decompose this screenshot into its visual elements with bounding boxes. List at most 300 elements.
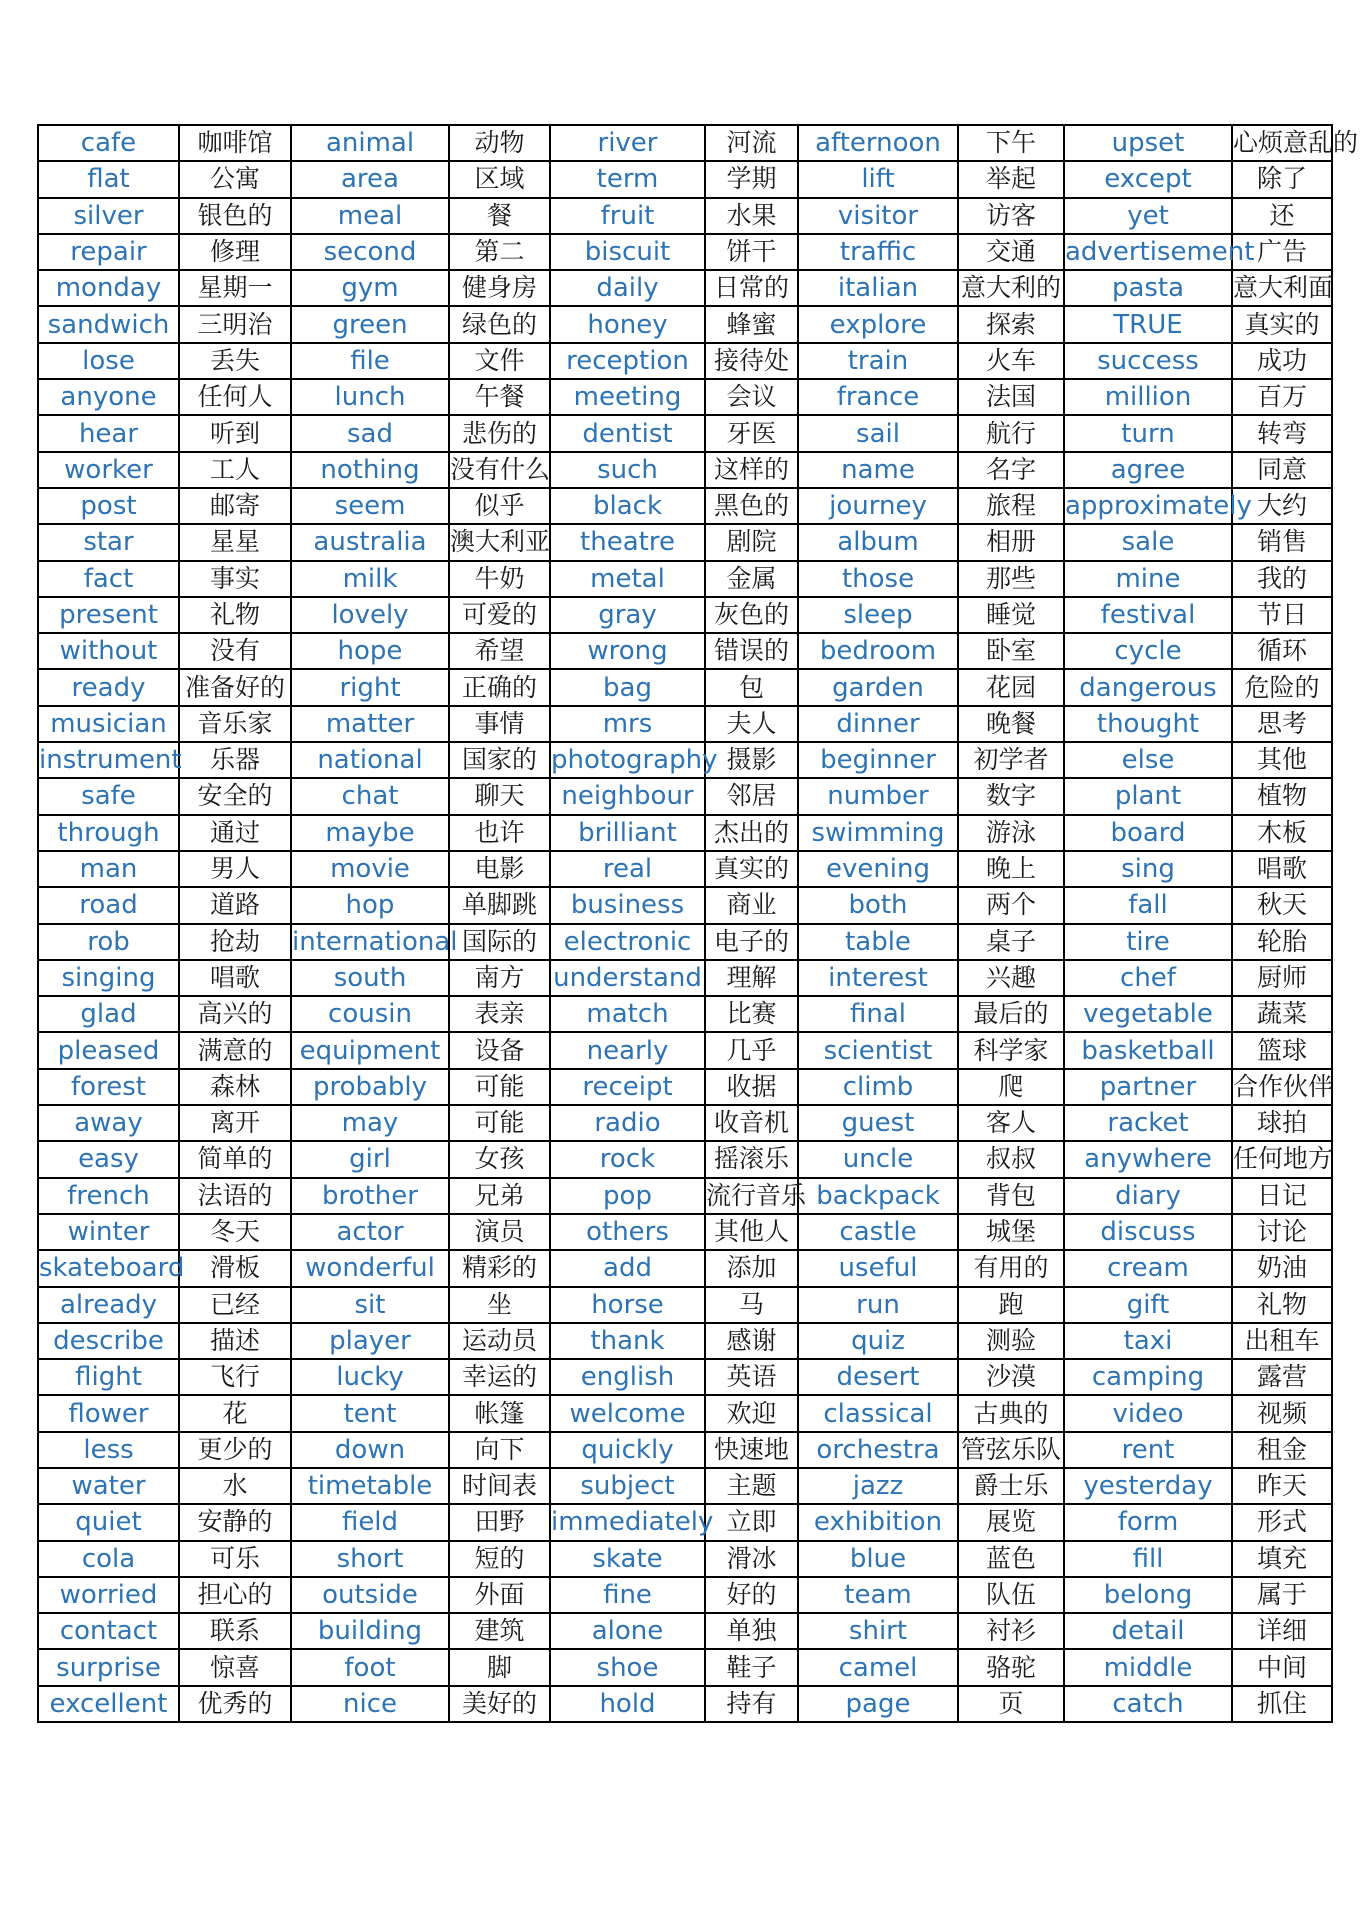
english-word-cell: those bbox=[798, 561, 958, 597]
chinese-meaning-cell: 更少的 bbox=[179, 1432, 291, 1468]
english-word-cell: through bbox=[38, 815, 179, 851]
english-word-cell: daily bbox=[550, 270, 705, 306]
chinese-meaning-cell: 好的 bbox=[705, 1577, 798, 1613]
chinese-meaning-cell: 时间表 bbox=[449, 1468, 550, 1504]
table-row bbox=[38, 960, 1332, 996]
english-word-cell: hold bbox=[550, 1686, 705, 1722]
chinese-meaning-cell: 脚 bbox=[449, 1649, 550, 1685]
chinese-meaning-cell: 可能 bbox=[449, 1105, 550, 1141]
table-row bbox=[38, 1686, 1332, 1722]
english-word-cell: agree bbox=[1064, 452, 1232, 488]
english-word-cell: desert bbox=[798, 1359, 958, 1395]
english-word-cell: outside bbox=[291, 1577, 449, 1613]
chinese-meaning-cell: 冬天 bbox=[179, 1214, 291, 1250]
english-word-cell: lucky bbox=[291, 1359, 449, 1395]
chinese-meaning-cell: 可能 bbox=[449, 1069, 550, 1105]
chinese-meaning-cell: 河流 bbox=[705, 125, 798, 161]
english-word-cell: explore bbox=[798, 306, 958, 342]
chinese-meaning-cell: 快速地 bbox=[705, 1432, 798, 1468]
english-word-cell: cousin bbox=[291, 996, 449, 1032]
english-word-cell: easy bbox=[38, 1141, 179, 1177]
table-row bbox=[38, 778, 1332, 814]
english-word-cell: contact bbox=[38, 1613, 179, 1649]
english-word-cell: match bbox=[550, 996, 705, 1032]
english-word-cell: south bbox=[291, 960, 449, 996]
english-word-cell: away bbox=[38, 1105, 179, 1141]
english-word-cell: photography bbox=[550, 742, 705, 778]
english-word-cell: glad bbox=[38, 996, 179, 1032]
english-word-cell: excellent bbox=[38, 1686, 179, 1722]
chinese-meaning-cell: 向下 bbox=[449, 1432, 550, 1468]
english-word-cell: cola bbox=[38, 1541, 179, 1577]
chinese-meaning-cell: 餐 bbox=[449, 198, 550, 234]
chinese-meaning-cell: 举起 bbox=[958, 161, 1064, 197]
chinese-meaning-cell: 叔叔 bbox=[958, 1141, 1064, 1177]
english-word-cell: welcome bbox=[550, 1395, 705, 1431]
chinese-meaning-cell: 访客 bbox=[958, 198, 1064, 234]
english-word-cell: both bbox=[798, 887, 958, 923]
english-word-cell: exhibition bbox=[798, 1504, 958, 1540]
english-word-cell: ready bbox=[38, 669, 179, 705]
english-word-cell: advertisement bbox=[1064, 234, 1232, 270]
chinese-meaning-cell: 剧院 bbox=[705, 524, 798, 560]
english-word-cell: probably bbox=[291, 1069, 449, 1105]
chinese-meaning-cell: 田野 bbox=[449, 1504, 550, 1540]
english-word-cell: orchestra bbox=[798, 1432, 958, 1468]
chinese-meaning-cell: 也许 bbox=[449, 815, 550, 851]
english-word-cell: gray bbox=[550, 597, 705, 633]
english-word-cell: instrument bbox=[38, 742, 179, 778]
table-row bbox=[38, 1432, 1332, 1468]
english-word-cell: catch bbox=[1064, 1686, 1232, 1722]
chinese-meaning-cell: 日常的 bbox=[705, 270, 798, 306]
english-word-cell: beginner bbox=[798, 742, 958, 778]
vocabulary-table bbox=[37, 124, 1359, 1723]
english-word-cell: musician bbox=[38, 706, 179, 742]
english-word-cell: vegetable bbox=[1064, 996, 1232, 1032]
english-word-cell: belong bbox=[1064, 1577, 1232, 1613]
chinese-meaning-cell: 大约 bbox=[1232, 488, 1332, 524]
chinese-meaning-cell: 意大利的 bbox=[958, 270, 1064, 306]
english-word-cell: form bbox=[1064, 1504, 1232, 1540]
chinese-meaning-cell: 简单的 bbox=[179, 1141, 291, 1177]
english-word-cell: backpack bbox=[798, 1178, 958, 1214]
chinese-meaning-cell: 循环 bbox=[1232, 633, 1332, 669]
english-word-cell: star bbox=[38, 524, 179, 560]
chinese-meaning-cell: 我的 bbox=[1232, 561, 1332, 597]
english-word-cell: sale bbox=[1064, 524, 1232, 560]
table-row bbox=[38, 415, 1332, 451]
chinese-meaning-cell: 邻居 bbox=[705, 778, 798, 814]
chinese-meaning-cell: 火车 bbox=[958, 343, 1064, 379]
chinese-meaning-cell: 露营 bbox=[1232, 1359, 1332, 1395]
chinese-meaning-cell: 旅程 bbox=[958, 488, 1064, 524]
table-row bbox=[38, 234, 1332, 270]
english-word-cell: foot bbox=[291, 1649, 449, 1685]
english-word-cell: pasta bbox=[1064, 270, 1232, 306]
chinese-meaning-cell: 黑色的 bbox=[705, 488, 798, 524]
chinese-meaning-cell: 会议 bbox=[705, 379, 798, 415]
chinese-meaning-cell: 文件 bbox=[449, 343, 550, 379]
english-word-cell: quickly bbox=[550, 1432, 705, 1468]
english-word-cell: alone bbox=[550, 1613, 705, 1649]
english-word-cell: fill bbox=[1064, 1541, 1232, 1577]
english-word-cell: flower bbox=[38, 1395, 179, 1431]
chinese-meaning-cell: 担心的 bbox=[179, 1577, 291, 1613]
chinese-meaning-cell: 植物 bbox=[1232, 778, 1332, 814]
chinese-meaning-cell: 收据 bbox=[705, 1069, 798, 1105]
english-word-cell: quiet bbox=[38, 1504, 179, 1540]
english-word-cell: else bbox=[1064, 742, 1232, 778]
chinese-meaning-cell: 沙漠 bbox=[958, 1359, 1064, 1395]
english-word-cell: without bbox=[38, 633, 179, 669]
english-word-cell: term bbox=[550, 161, 705, 197]
chinese-meaning-cell: 那些 bbox=[958, 561, 1064, 597]
chinese-meaning-cell: 悲伤的 bbox=[449, 415, 550, 451]
english-word-cell: board bbox=[1064, 815, 1232, 851]
english-word-cell: visitor bbox=[798, 198, 958, 234]
chinese-meaning-cell: 安全的 bbox=[179, 778, 291, 814]
chinese-meaning-cell: 任何地方 bbox=[1232, 1141, 1332, 1177]
chinese-meaning-cell: 水 bbox=[179, 1468, 291, 1504]
chinese-meaning-cell: 任何人 bbox=[179, 379, 291, 415]
chinese-meaning-cell: 唱歌 bbox=[179, 960, 291, 996]
english-word-cell: add bbox=[550, 1250, 705, 1286]
table-row bbox=[38, 887, 1332, 923]
english-word-cell: may bbox=[291, 1105, 449, 1141]
english-word-cell: million bbox=[1064, 379, 1232, 415]
chinese-meaning-cell: 修理 bbox=[179, 234, 291, 270]
english-word-cell: electronic bbox=[550, 924, 705, 960]
chinese-meaning-cell: 收音机 bbox=[705, 1105, 798, 1141]
chinese-meaning-cell: 管弦乐队 bbox=[958, 1432, 1064, 1468]
chinese-meaning-cell: 第二 bbox=[449, 234, 550, 270]
english-word-cell: discuss bbox=[1064, 1214, 1232, 1250]
english-word-cell: afternoon bbox=[798, 125, 958, 161]
english-word-cell: singing bbox=[38, 960, 179, 996]
english-word-cell: quiz bbox=[798, 1323, 958, 1359]
table-row bbox=[38, 1468, 1332, 1504]
english-word-cell: lift bbox=[798, 161, 958, 197]
chinese-meaning-cell: 建筑 bbox=[449, 1613, 550, 1649]
english-word-cell: animal bbox=[291, 125, 449, 161]
table-row bbox=[38, 488, 1332, 524]
english-word-cell: matter bbox=[291, 706, 449, 742]
chinese-meaning-cell: 电子的 bbox=[705, 924, 798, 960]
chinese-meaning-cell: 意大利面 bbox=[1232, 270, 1332, 306]
english-word-cell: winter bbox=[38, 1214, 179, 1250]
chinese-meaning-cell: 两个 bbox=[958, 887, 1064, 923]
english-word-cell: monday bbox=[38, 270, 179, 306]
english-word-cell: chat bbox=[291, 778, 449, 814]
table-row bbox=[38, 597, 1332, 633]
english-word-cell: forest bbox=[38, 1069, 179, 1105]
chinese-meaning-cell: 心烦意乱的 bbox=[1232, 125, 1332, 161]
chinese-meaning-cell: 正确的 bbox=[449, 669, 550, 705]
english-word-cell: success bbox=[1064, 343, 1232, 379]
chinese-meaning-cell: 牙医 bbox=[705, 415, 798, 451]
table-row bbox=[38, 851, 1332, 887]
chinese-meaning-cell: 法语的 bbox=[179, 1178, 291, 1214]
english-word-cell: mrs bbox=[550, 706, 705, 742]
chinese-meaning-cell: 唱歌 bbox=[1232, 851, 1332, 887]
chinese-meaning-cell: 骆驼 bbox=[958, 1649, 1064, 1685]
chinese-meaning-cell: 相册 bbox=[958, 524, 1064, 560]
chinese-meaning-cell: 比赛 bbox=[705, 996, 798, 1032]
english-word-cell: shirt bbox=[798, 1613, 958, 1649]
chinese-meaning-cell: 动物 bbox=[449, 125, 550, 161]
english-word-cell: horse bbox=[550, 1287, 705, 1323]
english-word-cell: final bbox=[798, 996, 958, 1032]
english-word-cell: hop bbox=[291, 887, 449, 923]
english-word-cell: subject bbox=[550, 1468, 705, 1504]
chinese-meaning-cell: 填充 bbox=[1232, 1541, 1332, 1577]
chinese-meaning-cell: 精彩的 bbox=[449, 1250, 550, 1286]
chinese-meaning-cell: 球拍 bbox=[1232, 1105, 1332, 1141]
english-word-cell: water bbox=[38, 1468, 179, 1504]
chinese-meaning-cell: 除了 bbox=[1232, 161, 1332, 197]
chinese-meaning-cell: 立即 bbox=[705, 1504, 798, 1540]
english-word-cell: real bbox=[550, 851, 705, 887]
english-word-cell: field bbox=[291, 1504, 449, 1540]
chinese-meaning-cell: 广告 bbox=[1232, 234, 1332, 270]
chinese-meaning-cell: 感谢 bbox=[705, 1323, 798, 1359]
english-word-cell: skateboard bbox=[38, 1250, 179, 1286]
english-word-cell: road bbox=[38, 887, 179, 923]
chinese-meaning-cell: 卧室 bbox=[958, 633, 1064, 669]
table-row bbox=[38, 1287, 1332, 1323]
english-word-cell: except bbox=[1064, 161, 1232, 197]
chinese-meaning-cell: 科学家 bbox=[958, 1032, 1064, 1068]
chinese-meaning-cell: 抢劫 bbox=[179, 924, 291, 960]
english-word-cell: metal bbox=[550, 561, 705, 597]
chinese-meaning-cell: 英语 bbox=[705, 1359, 798, 1395]
chinese-meaning-cell: 外面 bbox=[449, 1577, 550, 1613]
table-row bbox=[38, 198, 1332, 234]
chinese-meaning-cell: 讨论 bbox=[1232, 1214, 1332, 1250]
chinese-meaning-cell: 女孩 bbox=[449, 1141, 550, 1177]
chinese-meaning-cell: 事情 bbox=[449, 706, 550, 742]
chinese-meaning-cell: 其他 bbox=[1232, 742, 1332, 778]
english-word-cell: racket bbox=[1064, 1105, 1232, 1141]
chinese-meaning-cell: 节日 bbox=[1232, 597, 1332, 633]
chinese-meaning-cell: 百万 bbox=[1232, 379, 1332, 415]
english-word-cell: rob bbox=[38, 924, 179, 960]
english-word-cell: taxi bbox=[1064, 1323, 1232, 1359]
chinese-meaning-cell: 兄弟 bbox=[449, 1178, 550, 1214]
english-word-cell: bedroom bbox=[798, 633, 958, 669]
table-row bbox=[38, 1214, 1332, 1250]
english-word-cell: short bbox=[291, 1541, 449, 1577]
english-word-cell: gym bbox=[291, 270, 449, 306]
chinese-meaning-cell: 数字 bbox=[958, 778, 1064, 814]
english-word-cell: cream bbox=[1064, 1250, 1232, 1286]
chinese-meaning-cell: 成功 bbox=[1232, 343, 1332, 379]
english-word-cell: hear bbox=[38, 415, 179, 451]
english-word-cell: player bbox=[291, 1323, 449, 1359]
chinese-meaning-cell: 欢迎 bbox=[705, 1395, 798, 1431]
english-word-cell: equipment bbox=[291, 1032, 449, 1068]
chinese-meaning-cell: 夫人 bbox=[705, 706, 798, 742]
english-word-cell: scientist bbox=[798, 1032, 958, 1068]
english-word-cell: middle bbox=[1064, 1649, 1232, 1685]
chinese-meaning-cell: 有用的 bbox=[958, 1250, 1064, 1286]
chinese-meaning-cell: 摄影 bbox=[705, 742, 798, 778]
english-word-cell: thought bbox=[1064, 706, 1232, 742]
chinese-meaning-cell: 爵士乐 bbox=[958, 1468, 1064, 1504]
english-word-cell: garden bbox=[798, 669, 958, 705]
english-word-cell: cycle bbox=[1064, 633, 1232, 669]
english-word-cell: run bbox=[798, 1287, 958, 1323]
english-word-cell: fact bbox=[38, 561, 179, 597]
english-word-cell: post bbox=[38, 488, 179, 524]
chinese-meaning-cell: 详细 bbox=[1232, 1613, 1332, 1649]
english-word-cell: meeting bbox=[550, 379, 705, 415]
chinese-meaning-cell: 展览 bbox=[958, 1504, 1064, 1540]
table-row bbox=[38, 924, 1332, 960]
english-word-cell: flat bbox=[38, 161, 179, 197]
english-word-cell: camel bbox=[798, 1649, 958, 1685]
chinese-meaning-cell: 滑板 bbox=[179, 1250, 291, 1286]
table-row bbox=[38, 1613, 1332, 1649]
english-word-cell: yesterday bbox=[1064, 1468, 1232, 1504]
english-word-cell: dentist bbox=[550, 415, 705, 451]
chinese-meaning-cell: 帐篷 bbox=[449, 1395, 550, 1431]
english-word-cell: chef bbox=[1064, 960, 1232, 996]
english-word-cell: down bbox=[291, 1432, 449, 1468]
chinese-meaning-cell: 三明治 bbox=[179, 306, 291, 342]
chinese-meaning-cell: 秋天 bbox=[1232, 887, 1332, 923]
table-row bbox=[38, 1105, 1332, 1141]
chinese-meaning-cell: 单独 bbox=[705, 1613, 798, 1649]
chinese-meaning-cell: 马 bbox=[705, 1287, 798, 1323]
english-word-cell: anywhere bbox=[1064, 1141, 1232, 1177]
chinese-meaning-cell: 几乎 bbox=[705, 1032, 798, 1068]
english-word-cell: radio bbox=[550, 1105, 705, 1141]
english-word-cell: anyone bbox=[38, 379, 179, 415]
chinese-meaning-cell: 美好的 bbox=[449, 1686, 550, 1722]
english-word-cell: TRUE bbox=[1064, 306, 1232, 342]
english-word-cell: safe bbox=[38, 778, 179, 814]
english-word-cell: sandwich bbox=[38, 306, 179, 342]
english-word-cell: italian bbox=[798, 270, 958, 306]
chinese-meaning-cell: 转弯 bbox=[1232, 415, 1332, 451]
chinese-meaning-cell: 健身房 bbox=[449, 270, 550, 306]
chinese-meaning-cell: 持有 bbox=[705, 1686, 798, 1722]
english-word-cell: blue bbox=[798, 1541, 958, 1577]
chinese-meaning-cell: 音乐家 bbox=[179, 706, 291, 742]
chinese-meaning-cell: 错误的 bbox=[705, 633, 798, 669]
chinese-meaning-cell: 鞋子 bbox=[705, 1649, 798, 1685]
english-word-cell: turn bbox=[1064, 415, 1232, 451]
chinese-meaning-cell: 流行音乐 bbox=[705, 1178, 798, 1214]
chinese-meaning-cell: 听到 bbox=[179, 415, 291, 451]
chinese-meaning-cell: 安静的 bbox=[179, 1504, 291, 1540]
chinese-meaning-cell: 森林 bbox=[179, 1069, 291, 1105]
chinese-meaning-cell: 篮球 bbox=[1232, 1032, 1332, 1068]
english-word-cell: brother bbox=[291, 1178, 449, 1214]
english-word-cell: english bbox=[550, 1359, 705, 1395]
english-word-cell: video bbox=[1064, 1395, 1232, 1431]
english-word-cell: festival bbox=[1064, 597, 1232, 633]
english-word-cell: basketball bbox=[1064, 1032, 1232, 1068]
english-word-cell: pleased bbox=[38, 1032, 179, 1068]
chinese-meaning-cell: 蓝色 bbox=[958, 1541, 1064, 1577]
vocabulary-table-body bbox=[38, 125, 1359, 1722]
chinese-meaning-cell: 形式 bbox=[1232, 1504, 1332, 1540]
chinese-meaning-cell: 厨师 bbox=[1232, 960, 1332, 996]
english-word-cell: wonderful bbox=[291, 1250, 449, 1286]
english-word-cell: area bbox=[291, 161, 449, 197]
english-word-cell: girl bbox=[291, 1141, 449, 1177]
english-word-cell: diary bbox=[1064, 1178, 1232, 1214]
chinese-meaning-cell: 初学者 bbox=[958, 742, 1064, 778]
english-word-cell: cafe bbox=[38, 125, 179, 161]
chinese-meaning-cell: 危险的 bbox=[1232, 669, 1332, 705]
english-word-cell: river bbox=[550, 125, 705, 161]
chinese-meaning-cell: 演员 bbox=[449, 1214, 550, 1250]
english-word-cell: actor bbox=[291, 1214, 449, 1250]
table-row bbox=[38, 1359, 1332, 1395]
english-word-cell: french bbox=[38, 1178, 179, 1214]
table-row bbox=[38, 1250, 1332, 1286]
english-word-cell: rent bbox=[1064, 1432, 1232, 1468]
english-word-cell: right bbox=[291, 669, 449, 705]
english-word-cell: detail bbox=[1064, 1613, 1232, 1649]
chinese-meaning-cell: 添加 bbox=[705, 1250, 798, 1286]
english-word-cell: lovely bbox=[291, 597, 449, 633]
chinese-meaning-cell: 跑 bbox=[958, 1287, 1064, 1323]
chinese-meaning-cell: 背包 bbox=[958, 1178, 1064, 1214]
chinese-meaning-cell: 希望 bbox=[449, 633, 550, 669]
chinese-meaning-cell: 最后的 bbox=[958, 996, 1064, 1032]
english-word-cell: black bbox=[550, 488, 705, 524]
chinese-meaning-cell: 水果 bbox=[705, 198, 798, 234]
english-word-cell: maybe bbox=[291, 815, 449, 851]
chinese-meaning-cell: 邮寄 bbox=[179, 488, 291, 524]
english-word-cell: approximately bbox=[1064, 488, 1232, 524]
english-word-cell: wrong bbox=[550, 633, 705, 669]
chinese-meaning-cell: 坐 bbox=[449, 1287, 550, 1323]
chinese-meaning-cell: 礼物 bbox=[1232, 1287, 1332, 1323]
chinese-meaning-cell: 航行 bbox=[958, 415, 1064, 451]
chinese-meaning-cell: 准备好的 bbox=[179, 669, 291, 705]
english-word-cell: australia bbox=[291, 524, 449, 560]
chinese-meaning-cell: 蜂蜜 bbox=[705, 306, 798, 342]
english-word-cell: pop bbox=[550, 1178, 705, 1214]
english-word-cell: reception bbox=[550, 343, 705, 379]
chinese-meaning-cell: 幸运的 bbox=[449, 1359, 550, 1395]
english-word-cell: describe bbox=[38, 1323, 179, 1359]
chinese-meaning-cell: 名字 bbox=[958, 452, 1064, 488]
chinese-meaning-cell: 思考 bbox=[1232, 706, 1332, 742]
chinese-meaning-cell: 主题 bbox=[705, 1468, 798, 1504]
table-row bbox=[38, 379, 1332, 415]
english-word-cell: yet bbox=[1064, 198, 1232, 234]
table-row bbox=[38, 125, 1332, 161]
chinese-meaning-cell: 晚餐 bbox=[958, 706, 1064, 742]
chinese-meaning-cell: 可爱的 bbox=[449, 597, 550, 633]
chinese-meaning-cell: 事实 bbox=[179, 561, 291, 597]
english-word-cell: album bbox=[798, 524, 958, 560]
table-row bbox=[38, 161, 1332, 197]
english-word-cell: building bbox=[291, 1613, 449, 1649]
table-row bbox=[38, 452, 1332, 488]
chinese-meaning-cell: 南方 bbox=[449, 960, 550, 996]
table-row bbox=[38, 306, 1332, 342]
english-word-cell: sit bbox=[291, 1287, 449, 1323]
chinese-meaning-cell: 灰色的 bbox=[705, 597, 798, 633]
